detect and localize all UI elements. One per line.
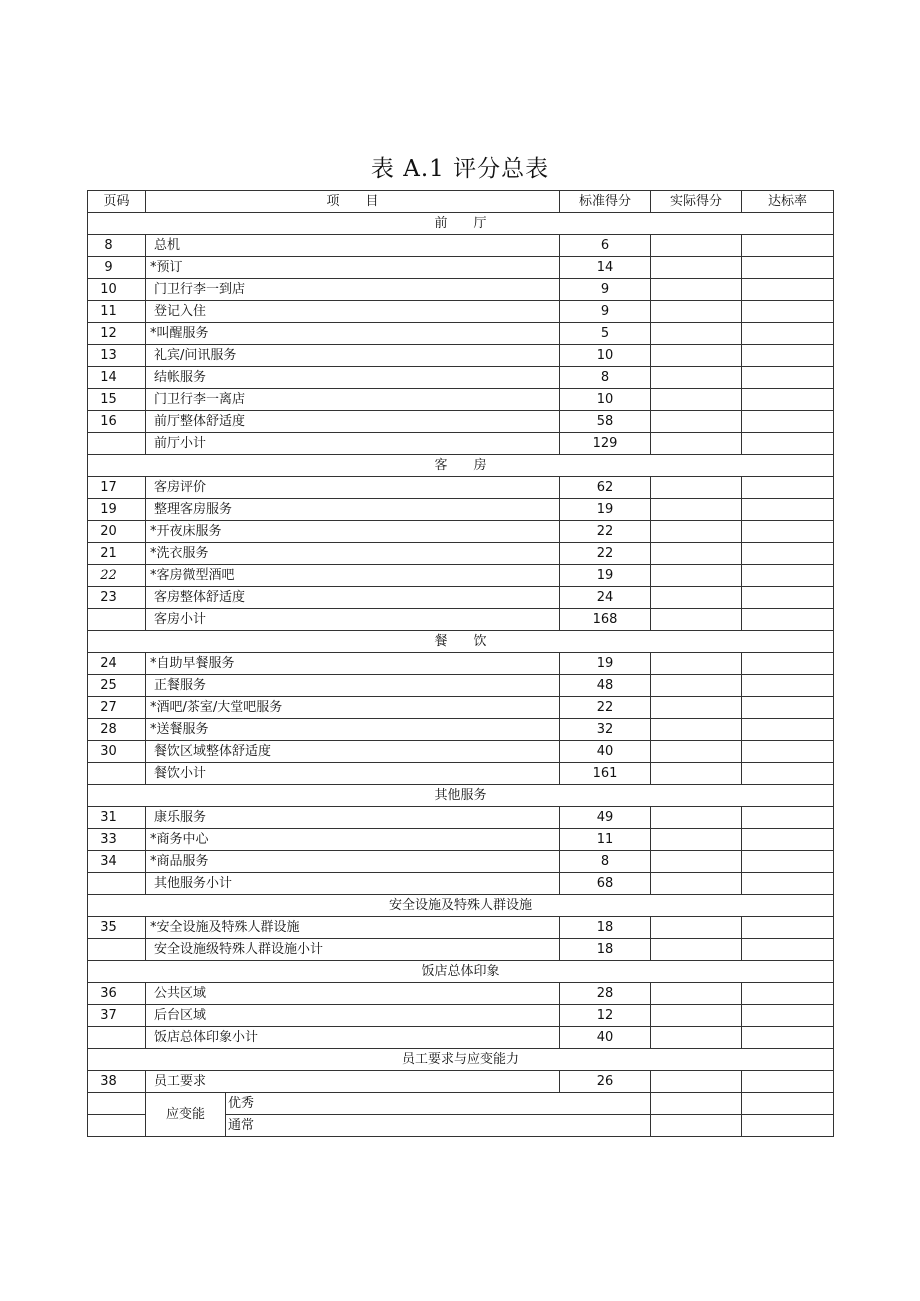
actual-score-cell[interactable] (651, 829, 742, 851)
table-row (88, 477, 834, 499)
standard-score-cell: 5 (560, 323, 651, 345)
table-row (88, 917, 834, 939)
table-row (88, 653, 834, 675)
rate-cell[interactable] (742, 565, 834, 587)
table-row (88, 543, 834, 565)
standard-score-cell: 12 (560, 1005, 651, 1027)
item-name-cell: 整理客房服务 (146, 499, 560, 521)
standard-score-cell: 49 (560, 807, 651, 829)
standard-score-cell: 19 (560, 653, 651, 675)
page-number-cell: 28 (88, 719, 146, 741)
standard-score-cell: 22 (560, 543, 651, 565)
rate-cell[interactable] (742, 587, 834, 609)
item-name-cell: 后台区域 (146, 1005, 560, 1027)
rate-cell[interactable] (742, 301, 834, 323)
actual-score-cell[interactable] (651, 477, 742, 499)
item-name-cell: 客房整体舒适度 (146, 587, 560, 609)
page-number-cell (88, 1027, 146, 1049)
item-name-cell: 门卫行李一到店 (146, 279, 560, 301)
page-number-cell: 8 (88, 235, 146, 257)
standard-score-cell: 26 (560, 1071, 651, 1093)
item-name-cell: 总机 (146, 235, 560, 257)
rate-cell[interactable] (742, 257, 834, 279)
actual-score-cell[interactable] (651, 719, 742, 741)
table-row (88, 763, 834, 785)
item-name-cell: 礼宾/问讯服务 (146, 345, 560, 367)
item-name-cell: *酒吧/茶室/大堂吧服务 (146, 697, 560, 719)
table-row (88, 499, 834, 521)
page-number-cell: 34 (88, 851, 146, 873)
standard-score-cell: 18 (560, 917, 651, 939)
section-header-row (88, 1049, 834, 1071)
section-title: 前 厅 (88, 213, 834, 235)
page-number-cell: 37 (88, 1005, 146, 1027)
rate-cell[interactable] (742, 719, 834, 741)
header-item: 项 目 (146, 191, 560, 213)
actual-score-cell[interactable] (651, 433, 742, 455)
actual-score-cell[interactable] (651, 763, 742, 785)
item-name-cell: 餐饮小计 (146, 763, 560, 785)
page-number-cell: 25 (88, 675, 146, 697)
standard-score-cell: 10 (560, 345, 651, 367)
table-row (88, 829, 834, 851)
section-title: 其他服务 (88, 785, 834, 807)
item-name-cell: *洗衣服务 (146, 543, 560, 565)
table-row (88, 235, 834, 257)
table-row (88, 323, 834, 345)
standard-score-cell: 40 (560, 741, 651, 763)
standard-score-cell: 19 (560, 565, 651, 587)
standard-score-cell: 18 (560, 939, 651, 961)
page-number-cell: 36 (88, 983, 146, 1005)
item-name-cell: 登记入住 (146, 301, 560, 323)
rate-cell[interactable] (742, 499, 834, 521)
rate-cell[interactable] (742, 851, 834, 873)
actual-score-cell[interactable] (651, 851, 742, 873)
rate-cell[interactable] (742, 609, 834, 631)
actual-score-cell[interactable] (651, 807, 742, 829)
page-number-cell (88, 939, 146, 961)
rate-cell[interactable] (742, 411, 834, 433)
page-number-cell: 10 (88, 279, 146, 301)
item-name-cell: *商务中心 (146, 829, 560, 851)
rate-cell[interactable] (742, 1093, 834, 1115)
table-row (88, 983, 834, 1005)
actual-score-cell[interactable] (651, 301, 742, 323)
item-name-cell: *自助早餐服务 (146, 653, 560, 675)
actual-score-cell[interactable] (651, 917, 742, 939)
rate-cell[interactable] (742, 1005, 834, 1027)
actual-score-cell[interactable] (651, 741, 742, 763)
page-number-cell: 12 (88, 323, 146, 345)
section-header-row (88, 961, 834, 983)
page-number-cell (88, 1093, 146, 1115)
actual-score-cell[interactable] (651, 279, 742, 301)
actual-score-cell[interactable] (651, 1093, 742, 1115)
table-row (88, 609, 834, 631)
item-name-cell: *商品服务 (146, 851, 560, 873)
table-row (88, 565, 834, 587)
table-row (88, 851, 834, 873)
section-header-row (88, 455, 834, 477)
standard-score-cell: 161 (560, 763, 651, 785)
rate-cell[interactable] (742, 807, 834, 829)
header-row (88, 191, 834, 213)
actual-score-cell[interactable] (651, 1005, 742, 1027)
page-number-cell: 20 (88, 521, 146, 543)
actual-score-cell[interactable] (651, 323, 742, 345)
item-name-cell: 客房评价 (146, 477, 560, 499)
page-number-cell: 35 (88, 917, 146, 939)
header-rate: 达标率 (742, 191, 834, 213)
rate-cell[interactable] (742, 279, 834, 301)
standard-score-cell: 22 (560, 521, 651, 543)
actual-score-cell[interactable] (651, 1115, 742, 1137)
page-number-cell: 33 (88, 829, 146, 851)
item-name-cell: *叫醒服务 (146, 323, 560, 345)
adaptability-row (88, 1093, 834, 1115)
rate-cell[interactable] (742, 367, 834, 389)
rate-cell[interactable] (742, 235, 834, 257)
item-name-cell: 安全设施级特殊人群设施小计 (146, 939, 560, 961)
page-number-cell: 23 (88, 587, 146, 609)
actual-score-cell[interactable] (651, 1071, 742, 1093)
rate-cell[interactable] (742, 1027, 834, 1049)
standard-score-cell: 19 (560, 499, 651, 521)
page-number-cell: 27 (88, 697, 146, 719)
rate-cell[interactable] (742, 543, 834, 565)
rate-cell[interactable] (742, 1115, 834, 1137)
standard-score-cell: 168 (560, 609, 651, 631)
item-name-cell: 员工要求 (146, 1071, 560, 1093)
table-row (88, 345, 834, 367)
rate-cell[interactable] (742, 323, 834, 345)
table-row (88, 741, 834, 763)
standard-score-cell: 22 (560, 697, 651, 719)
item-name-cell: 前厅整体舒适度 (146, 411, 560, 433)
actual-score-cell[interactable] (651, 499, 742, 521)
rate-cell[interactable] (742, 477, 834, 499)
item-name-cell: *客房微型酒吧 (146, 565, 560, 587)
rate-cell[interactable] (742, 983, 834, 1005)
section-title: 客 房 (88, 455, 834, 477)
item-name-cell: 正餐服务 (146, 675, 560, 697)
rate-cell[interactable] (742, 389, 834, 411)
standard-score-cell: 68 (560, 873, 651, 895)
item-name-cell: 客房小计 (146, 609, 560, 631)
page-number-cell: 17 (88, 477, 146, 499)
rate-cell[interactable] (742, 873, 834, 895)
item-name-cell: 结帐服务 (146, 367, 560, 389)
rate-cell[interactable] (742, 653, 834, 675)
standard-score-cell: 6 (560, 235, 651, 257)
page-number-cell (88, 609, 146, 631)
page-number-cell: 16 (88, 411, 146, 433)
header-actual-score: 实际得分 (651, 191, 742, 213)
actual-score-cell[interactable] (651, 345, 742, 367)
table-row (88, 367, 834, 389)
table-row (88, 587, 834, 609)
section-header-row (88, 895, 834, 917)
standard-score-cell: 58 (560, 411, 651, 433)
section-title: 饭店总体印象 (88, 961, 834, 983)
table-row (88, 939, 834, 961)
table-row (88, 257, 834, 279)
table-row (88, 697, 834, 719)
page-number-cell (88, 873, 146, 895)
page-number-cell: 31 (88, 807, 146, 829)
rate-cell[interactable] (742, 521, 834, 543)
item-name-cell: 前厅小计 (146, 433, 560, 455)
item-name-cell: 公共区域 (146, 983, 560, 1005)
rate-cell[interactable] (742, 741, 834, 763)
standard-score-cell: 48 (560, 675, 651, 697)
actual-score-cell[interactable] (651, 257, 742, 279)
standard-score-cell: 40 (560, 1027, 651, 1049)
actual-score-cell[interactable] (651, 653, 742, 675)
table-row (88, 521, 834, 543)
item-name-cell: 康乐服务 (146, 807, 560, 829)
rate-cell[interactable] (742, 697, 834, 719)
table-row (88, 807, 834, 829)
adaptability-label: 应变能 (146, 1093, 226, 1137)
standard-score-cell: 24 (560, 587, 651, 609)
table-row (88, 1005, 834, 1027)
rate-cell[interactable] (742, 433, 834, 455)
actual-score-cell[interactable] (651, 675, 742, 697)
actual-score-cell[interactable] (651, 1027, 742, 1049)
adaptability-option: 优秀 (226, 1093, 651, 1115)
item-name-cell: 饭店总体印象小计 (146, 1027, 560, 1049)
actual-score-cell[interactable] (651, 411, 742, 433)
section-title: 安全设施及特殊人群设施 (88, 895, 834, 917)
item-name-cell: *安全设施及特殊人群设施 (146, 917, 560, 939)
table-row (88, 1071, 834, 1093)
standard-score-cell: 62 (560, 477, 651, 499)
rate-cell[interactable] (742, 829, 834, 851)
item-name-cell: 其他服务小计 (146, 873, 560, 895)
page-number-cell (88, 1115, 146, 1137)
actual-score-cell[interactable] (651, 609, 742, 631)
rate-cell[interactable] (742, 1071, 834, 1093)
item-name-cell: 餐饮区域整体舒适度 (146, 741, 560, 763)
page-number-cell: 15 (88, 389, 146, 411)
actual-score-cell[interactable] (651, 389, 742, 411)
page-number-cell: 24 (88, 653, 146, 675)
actual-score-cell[interactable] (651, 873, 742, 895)
actual-score-cell[interactable] (651, 543, 742, 565)
page-number-cell: 13 (88, 345, 146, 367)
page-number-cell: 19 (88, 499, 146, 521)
actual-score-cell[interactable] (651, 565, 742, 587)
section-header-row (88, 631, 834, 653)
rate-cell[interactable] (742, 917, 834, 939)
rate-cell[interactable] (742, 939, 834, 961)
page-number-cell: 21 (88, 543, 146, 565)
standard-score-cell: 10 (560, 389, 651, 411)
actual-score-cell[interactable] (651, 521, 742, 543)
table-row (88, 1027, 834, 1049)
adaptability-option: 通常 (226, 1115, 651, 1137)
actual-score-cell[interactable] (651, 697, 742, 719)
table-row (88, 719, 834, 741)
page-number-cell: 38 (88, 1071, 146, 1093)
page-number-cell: 9 (88, 257, 146, 279)
rate-cell[interactable] (742, 763, 834, 785)
header-page: 页码 (88, 191, 146, 213)
section-title: 餐 饮 (88, 631, 834, 653)
item-name-cell: *送餐服务 (146, 719, 560, 741)
page-title: 表 A.1 评分总表 (370, 156, 550, 182)
rate-cell[interactable] (742, 345, 834, 367)
section-header-row (88, 785, 834, 807)
page-number-cell: 30 (88, 741, 146, 763)
actual-score-cell[interactable] (651, 587, 742, 609)
page-number-cell (88, 433, 146, 455)
table-row (88, 389, 834, 411)
table-body (88, 213, 834, 1137)
table-row (88, 279, 834, 301)
actual-score-cell[interactable] (651, 939, 742, 961)
header-standard-score: 标准得分 (560, 191, 651, 213)
standard-score-cell: 9 (560, 279, 651, 301)
standard-score-cell: 28 (560, 983, 651, 1005)
item-name-cell: *预订 (146, 257, 560, 279)
table-row (88, 301, 834, 323)
page-number-cell (88, 763, 146, 785)
table-row (88, 433, 834, 455)
actual-score-cell[interactable] (651, 983, 742, 1005)
standard-score-cell: 11 (560, 829, 651, 851)
actual-score-cell[interactable] (651, 367, 742, 389)
standard-score-cell: 129 (560, 433, 651, 455)
standard-score-cell: 8 (560, 851, 651, 873)
table-row (88, 411, 834, 433)
actual-score-cell[interactable] (651, 235, 742, 257)
page-number-cell: 22 (88, 565, 146, 587)
item-name-cell: 门卫行李一离店 (146, 389, 560, 411)
section-header-row (88, 213, 834, 235)
standard-score-cell: 8 (560, 367, 651, 389)
standard-score-cell: 14 (560, 257, 651, 279)
page-number-cell: 14 (88, 367, 146, 389)
standard-score-cell: 9 (560, 301, 651, 323)
page-number-cell: 11 (88, 301, 146, 323)
table-row (88, 675, 834, 697)
item-name-cell: *开夜床服务 (146, 521, 560, 543)
table-row (88, 873, 834, 895)
section-title: 员工要求与应变能力 (88, 1049, 834, 1071)
score-summary-table (87, 190, 834, 1137)
rate-cell[interactable] (742, 675, 834, 697)
standard-score-cell: 32 (560, 719, 651, 741)
